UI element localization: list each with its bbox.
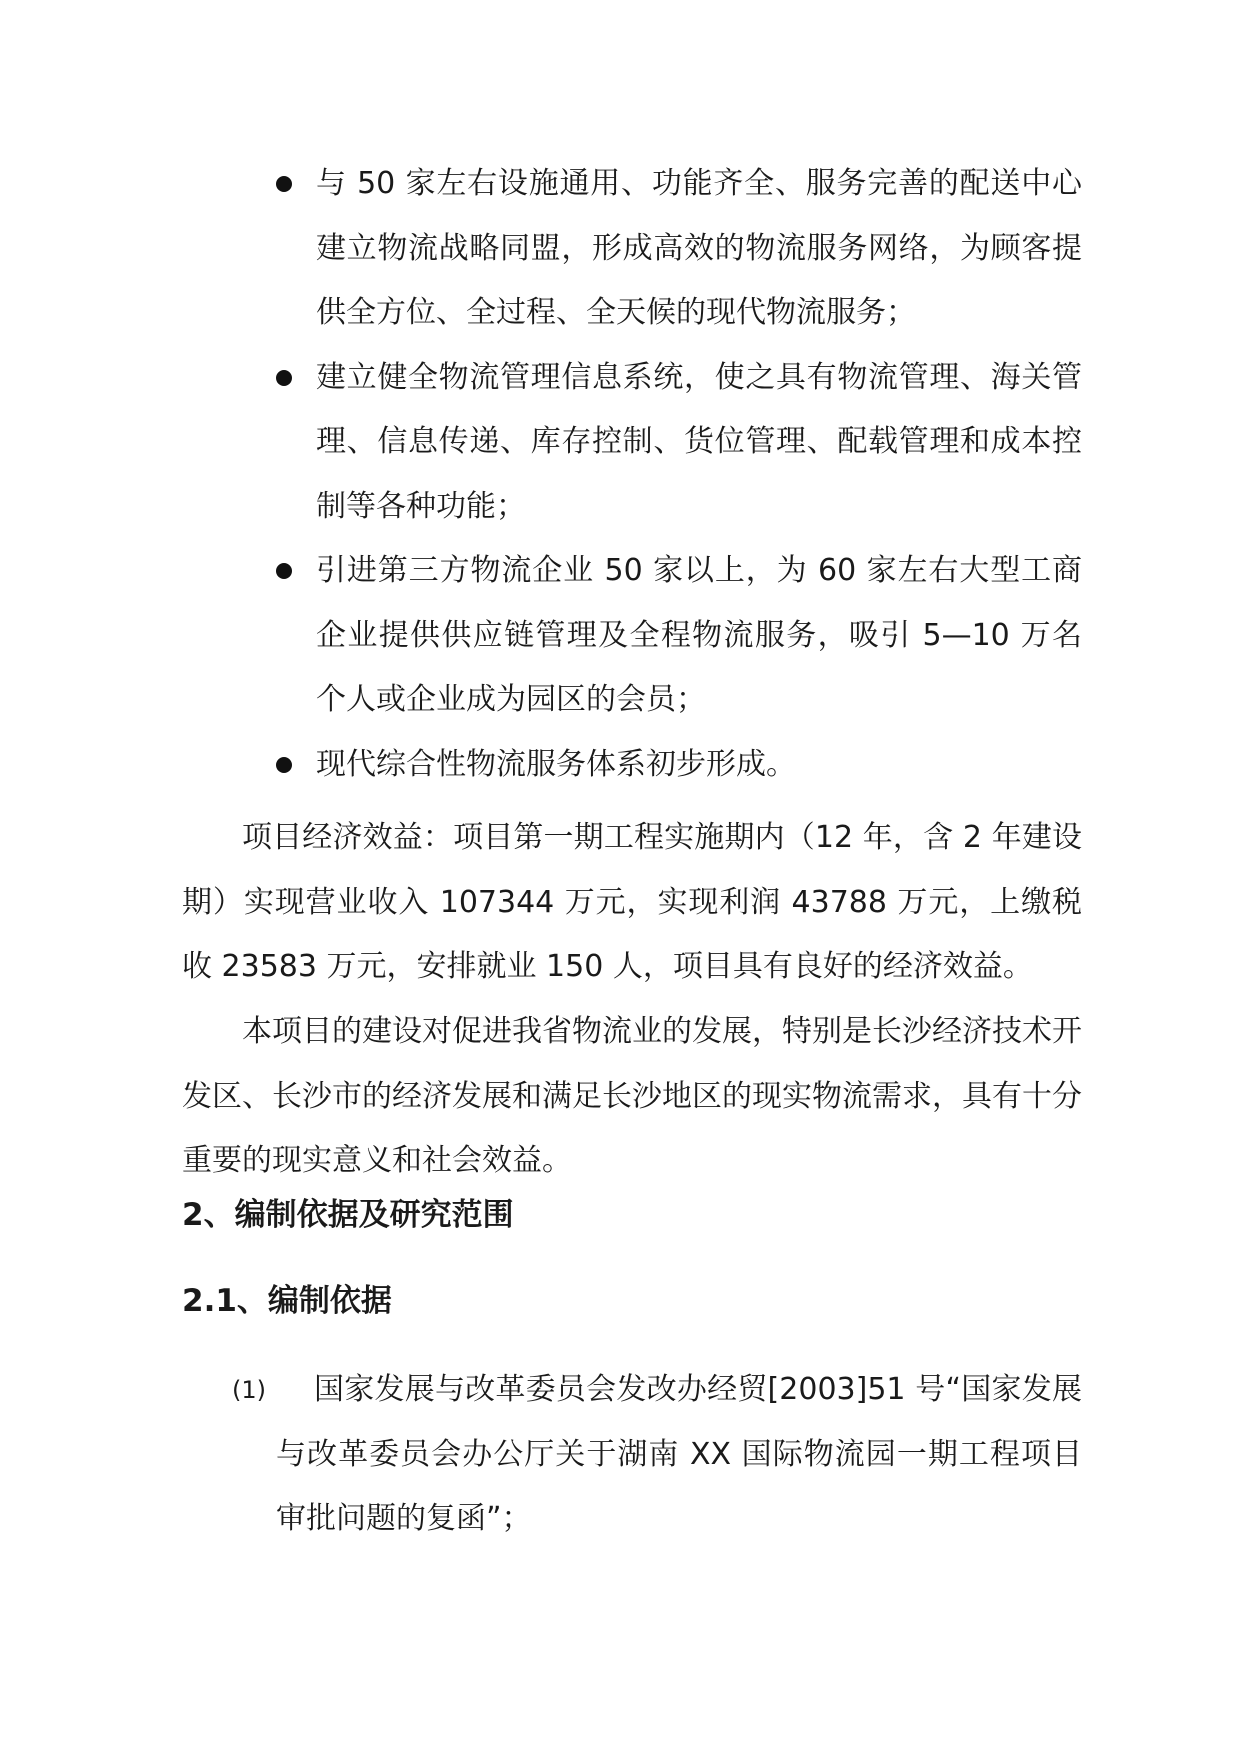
reference-marker: (1)	[232, 1376, 266, 1404]
significance-paragraph: 本项目的建设对促进我省物流业的发展，特别是长沙经济技术开发区、长沙市的经济发展和满足长沙地区的现实物流需求，具有十分重要的现实意义和社会效益。	[182, 1014, 1082, 1178]
bullet-text: 与 50 家左右设施通用、功能齐全、服务完善的配送中心建立物流战略同盟，形成高效的物流服务网络，为顾客提供全方位、全过程、全天候的现代物流服务；	[316, 166, 1082, 330]
bullet-item	[270, 733, 1082, 798]
bullet-item	[270, 346, 1082, 540]
bullet-text: 现代综合性物流服务体系初步形成。	[316, 746, 796, 782]
bullet-item	[270, 152, 1082, 346]
bullet-text: 引进第三方物流企业 50 家以上，为 60 家左右大型工商企业提供供应链管理及全程物流服务，吸引 5—10 万名个人或企业成为园区的会员；	[316, 553, 1082, 717]
section-heading-2-1: 2.1、编制依据	[182, 1283, 392, 1319]
reference-item	[232, 1358, 1082, 1552]
bullet-dot-icon	[276, 757, 292, 773]
reference-text: 国家发展与改革委员会发改办经贸[2003]51 号“国家发展与改革委员会办公厅关于湖南 XX 国际物流园一期工程项目审批问题的复函”；	[276, 1372, 1082, 1536]
objectives-bullet-list	[270, 152, 1082, 797]
section-heading-2: 2、编制依据及研究范围	[182, 1197, 514, 1233]
bullet-dot-icon	[276, 563, 292, 579]
economic-benefit-paragraph: 项目经济效益：项目第一期工程实施期内（12 年，含 2 年建设期）实现营业收入 107344 万元，实现利润 43788 万元，上缴税收 23583 万元，安排就业 150 人，项目具有良好的经济效益。	[182, 820, 1082, 984]
bullet-dot-icon	[276, 176, 292, 192]
bullet-dot-icon	[276, 370, 292, 386]
bullet-text: 建立健全物流管理信息系统，使之具有物流管理、海关管理、信息传递、库存控制、货位管理、配载管理和成本控制等各种功能；	[316, 359, 1082, 524]
bullet-item	[270, 539, 1082, 733]
